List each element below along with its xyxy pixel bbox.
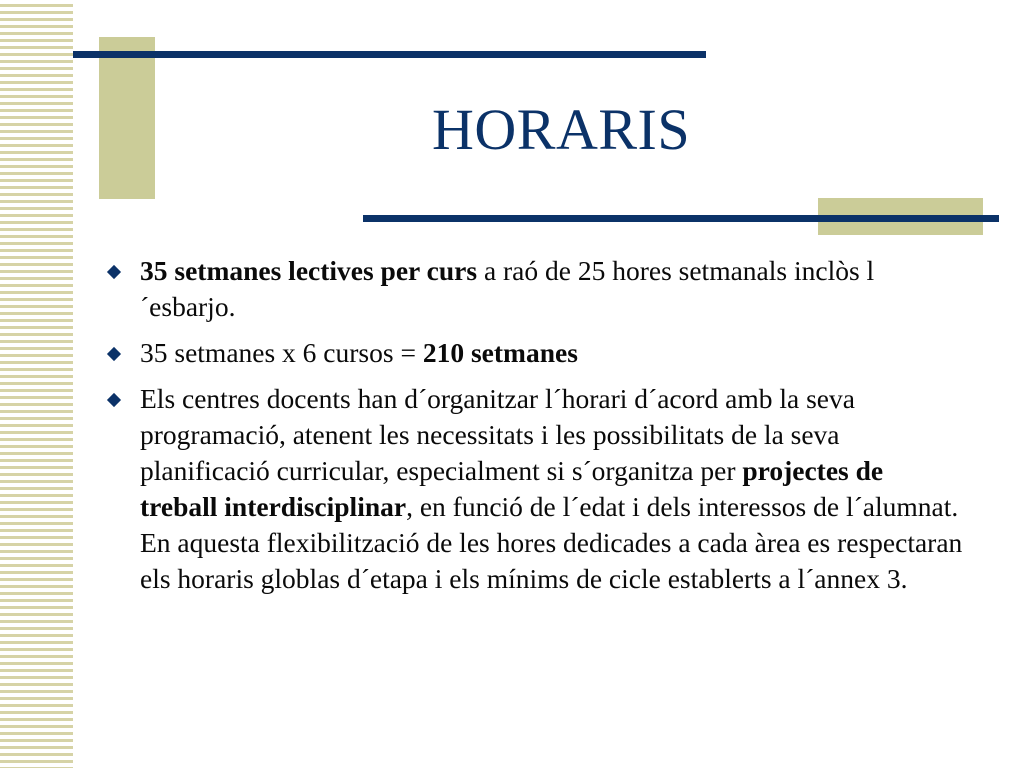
bullet-text: Els centres docents han d´organitzar l´horari d´acord amb la seva programació, atenent les necessitats i les possibilitats de la seva planificació curricular, especialment si s´organitza per	[140, 383, 855, 486]
top-accent-square	[99, 37, 155, 199]
top-rule	[73, 51, 706, 58]
diamond-bullet-icon	[107, 347, 121, 361]
bullet-item	[105, 253, 965, 325]
bullet-text: a raó de 25 hores setmanals inclòs l´esbarjo.	[140, 255, 875, 322]
bullet-bold-text: 210 setmanes	[422, 337, 578, 368]
bullet-text: , en funció de l´edat i dels interessos de l´alumnat. En aquesta flexibilització de les hores dedicades a cada àrea es respectaran els horaris globlas d´etapa i els mínims de cicle establerts a l´annex 3.	[140, 491, 963, 594]
diamond-bullet-icon	[107, 393, 121, 407]
bullet-bold-text: projectes de treball interdisciplinar	[140, 455, 884, 522]
bullet-text: 35 setmanes x 6 cursos =	[140, 337, 423, 368]
diamond-bullet-icon	[107, 265, 121, 279]
bullet-item	[105, 335, 965, 371]
bullet-bold-text: 35 setmanes lectives per curs	[140, 255, 478, 286]
slide-title: HORARIS	[432, 97, 691, 162]
left-stripe-decoration	[0, 0, 73, 768]
bullet-list	[105, 253, 965, 607]
bullet-item	[105, 381, 965, 597]
bottom-rule	[363, 215, 999, 222]
